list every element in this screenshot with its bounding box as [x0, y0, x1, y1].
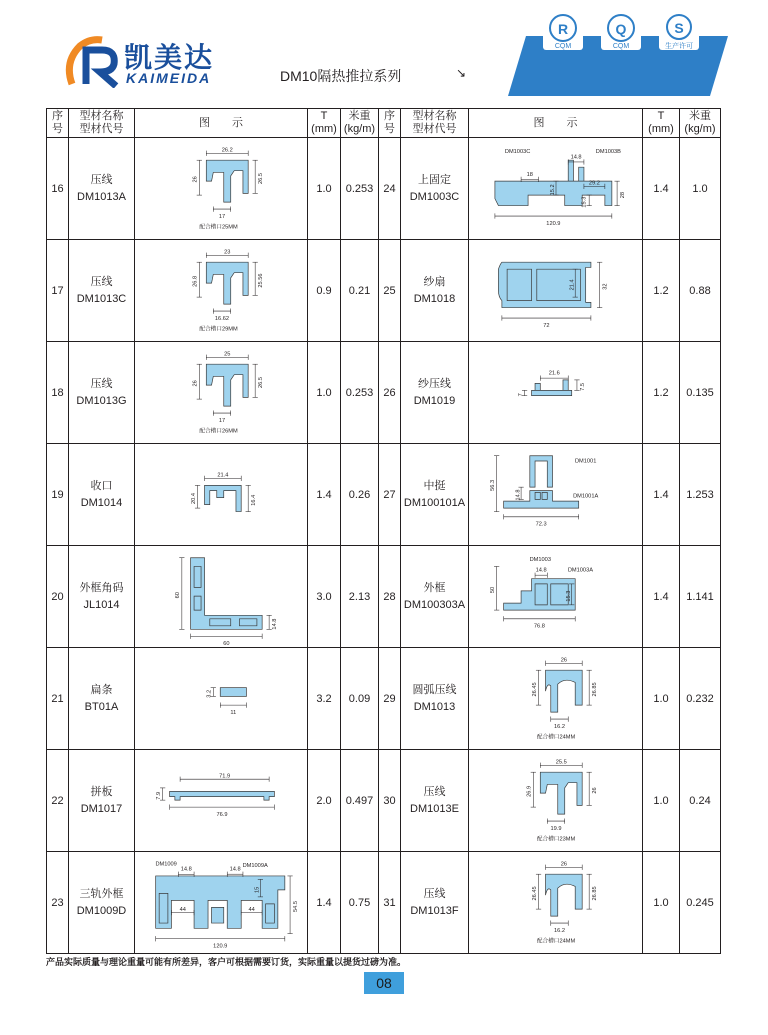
dimension-label: DM1009 — [155, 860, 177, 867]
table-row — [47, 444, 721, 546]
dimension-label: 60 — [175, 591, 182, 598]
row-number: 20 — [47, 546, 69, 648]
profile-code: DM1009D — [76, 904, 127, 917]
svg-text:S: S — [674, 20, 684, 36]
profile-name-cell — [69, 750, 135, 852]
thickness-value: 1.0 — [308, 342, 341, 444]
row-number: 23 — [47, 852, 69, 954]
dimension-label: 71.9 — [219, 772, 231, 779]
profile-cross-section-figure — [135, 651, 308, 747]
page-number: 08 — [364, 972, 404, 994]
dimension-label: 26 — [560, 860, 568, 867]
weight-value: 0.88 — [680, 240, 721, 342]
weight-value: 0.135 — [680, 342, 721, 444]
dimension-label: 14.8 — [229, 866, 241, 873]
thickness-value: 3.2 — [308, 648, 341, 750]
thickness-value: 1.4 — [643, 546, 680, 648]
thickness-value: 1.0 — [643, 750, 680, 852]
dimension-label: 72 — [543, 322, 550, 329]
weight-value: 0.24 — [680, 750, 721, 852]
dimension-label: 14.8 — [272, 618, 279, 630]
figure-caption: 配合槽口24MM — [536, 937, 576, 944]
profile-cross-section-figure — [135, 447, 308, 543]
weight-value: 1.253 — [680, 444, 721, 546]
profile-name: 外框 — [423, 581, 446, 594]
profile-cross-section-figure — [135, 855, 308, 951]
thickness-value: 1.0 — [643, 648, 680, 750]
dimension-label: 14.8 — [515, 488, 522, 501]
profile-name: 压线 — [90, 173, 113, 186]
footer-note: 产品实际质量与理论重量可能有所差异，客户可根据需要订货，实际重量以提货过磅为准。 — [46, 957, 407, 967]
thickness-value: 1.0 — [643, 852, 680, 954]
dimension-label: 14.8 — [180, 866, 192, 873]
profile-figure-cell — [469, 546, 643, 648]
dimension-label: 120.9 — [213, 943, 228, 950]
table-header-row — [47, 109, 721, 138]
weight-value: 0.21 — [341, 240, 379, 342]
dimension-label: 16.2 — [553, 723, 565, 730]
col-header-weight: 米重 (kg/m) — [341, 109, 379, 138]
profile-code: DM100303A — [403, 598, 466, 611]
profile-figure-cell — [135, 750, 308, 852]
profile-name: 纱压线 — [418, 377, 451, 390]
profile-section-shape — [540, 772, 582, 814]
profile-cross-section-figure — [469, 549, 643, 645]
profile-section-shape — [206, 160, 248, 202]
dimension-label: 26.9 — [526, 785, 533, 797]
dimension-label: 3.2 — [206, 689, 213, 698]
weight-value: 0.245 — [680, 852, 721, 954]
dimension-label: 54.5 — [293, 900, 300, 912]
weight-value: 0.75 — [341, 852, 379, 954]
profile-code: DM1003C — [409, 190, 460, 203]
profile-name-cell — [401, 444, 469, 546]
thickness-value: 1.4 — [643, 444, 680, 546]
weight-value: 0.26 — [341, 444, 379, 546]
profile-name-cell — [69, 138, 135, 240]
table-row — [47, 546, 721, 648]
col-header-figure: 图 示 — [135, 109, 308, 138]
dimension-label: 23 — [224, 248, 231, 255]
row-number: 17 — [47, 240, 69, 342]
profile-section-shape — [156, 875, 285, 927]
profile-section-shape — [546, 670, 583, 712]
profile-code: DM1013E — [410, 802, 459, 815]
col-header-seq: 序号 — [47, 109, 69, 138]
profile-name: 收口 — [90, 479, 113, 492]
thickness-value: 1.2 — [643, 240, 680, 342]
row-number: 21 — [47, 648, 69, 750]
profile-cross-section-figure — [469, 753, 643, 849]
figure-caption: 配合槽口26MM — [199, 427, 238, 434]
dimension-label: 76.9 — [216, 811, 228, 818]
thickness-value: 1.4 — [643, 138, 680, 240]
profile-figure-cell — [135, 342, 308, 444]
thickness-value: 3.0 — [308, 546, 341, 648]
profile-cross-section-figure — [135, 345, 308, 441]
arrow-down-right-icon: ↘ — [456, 66, 467, 80]
profile-cross-section-figure — [469, 855, 643, 951]
profile-name-cell — [401, 342, 469, 444]
dimension-label: 11 — [230, 709, 237, 716]
dimension-label: 16.2 — [553, 927, 565, 934]
dimension-label: 60 — [223, 640, 230, 645]
dimension-label: 20.4 — [190, 492, 197, 504]
profile-name-cell — [401, 852, 469, 954]
col-header-thickness: T (mm) — [643, 109, 680, 138]
thickness-value: 1.2 — [643, 342, 680, 444]
col-header-name: 型材名称 型材代号 — [69, 109, 135, 138]
dimension-label: 15.3 — [565, 590, 572, 602]
profile-section-shape — [206, 364, 248, 406]
weight-value: 0.497 — [341, 750, 379, 852]
profile-name: 纱扇 — [423, 275, 446, 288]
profile-section-shape — [504, 578, 576, 609]
profile-figure-cell — [469, 444, 643, 546]
profile-cross-section-figure — [469, 447, 643, 543]
row-number: 24 — [379, 138, 401, 240]
thickness-value: 0.9 — [308, 240, 341, 342]
profile-figure-cell — [469, 852, 643, 954]
production-license-cert-icon — [656, 7, 702, 53]
profile-name: 压线 — [423, 785, 446, 798]
profile-figure-cell — [135, 852, 308, 954]
profile-code: DM1019 — [413, 394, 456, 407]
dimension-label: 120.9 — [546, 220, 561, 227]
dimension-label: 21.6 — [548, 370, 560, 377]
dimension-label: 16.4 — [251, 494, 258, 506]
dimension-label: 26 — [592, 786, 599, 794]
dimension-label: 44 — [179, 906, 186, 913]
table-row — [47, 240, 721, 342]
profile-figure-cell — [469, 750, 643, 852]
row-number: 16 — [47, 138, 69, 240]
dimension-label: 7.9 — [156, 791, 163, 800]
dimension-label: 14.8 — [535, 567, 547, 574]
col-header-figure: 图 示 — [469, 109, 643, 138]
profile-cross-section-figure — [469, 243, 643, 339]
profile-figure-cell — [135, 648, 308, 750]
dimension-label: 15 — [254, 886, 261, 893]
figure-caption: 配合槽口23MM — [536, 835, 576, 842]
dimension-label: 7 — [517, 392, 524, 396]
cert-label: CQM — [612, 43, 630, 50]
profile-name: 上固定 — [418, 173, 451, 186]
dimension-label: DM1001 — [574, 458, 597, 465]
row-number: 27 — [379, 444, 401, 546]
dimension-label: 16.62 — [214, 315, 230, 322]
profile-name-cell — [69, 240, 135, 342]
profile-code: DM1013 — [413, 700, 456, 713]
col-header-name: 型材名称 型材代号 — [401, 109, 469, 138]
row-number: 25 — [379, 240, 401, 342]
profile-name-cell — [401, 750, 469, 852]
brand-name-en: KAIMEIDA — [126, 70, 212, 86]
table-row — [47, 138, 721, 240]
row-number: 18 — [47, 342, 69, 444]
row-number: 31 — [379, 852, 401, 954]
profile-name-cell — [401, 648, 469, 750]
table-row — [47, 648, 721, 750]
cert-label: 生产许可 — [665, 43, 693, 50]
dimension-label: DM1003 — [529, 556, 551, 563]
r-cqm-cert-icon — [540, 7, 586, 53]
dimension-label: 26 — [560, 656, 568, 663]
profile-name-cell — [69, 342, 135, 444]
dimension-label: 44 — [248, 906, 255, 913]
profile-name: 拼板 — [90, 785, 113, 798]
dimension-label: 28 — [620, 191, 627, 198]
weight-value: 0.09 — [341, 648, 379, 750]
profile-cross-section-figure — [469, 345, 643, 441]
profile-name-cell — [401, 138, 469, 240]
row-number: 30 — [379, 750, 401, 852]
dimension-label: 26.2 — [221, 146, 233, 153]
svg-text:Q: Q — [615, 21, 627, 37]
profile-code: DM1013C — [76, 292, 127, 305]
dimension-label: 32 — [602, 282, 609, 290]
row-number: 22 — [47, 750, 69, 852]
dimension-label: 26.85 — [592, 681, 599, 696]
weight-value: 1.141 — [680, 546, 721, 648]
dimension-label: DM1001A — [573, 493, 599, 500]
dimension-label: DM1009A — [242, 862, 268, 869]
dimension-label: 26.8 — [192, 275, 199, 287]
profile-section-shape — [546, 874, 583, 916]
row-number: 19 — [47, 444, 69, 546]
profile-cross-section-figure — [135, 753, 308, 849]
profile-cross-section-figure — [135, 549, 308, 645]
dimension-label: 72.3 — [535, 521, 547, 528]
dimension-label: 21.4 — [569, 278, 576, 290]
dimension-label: 26.45 — [531, 681, 538, 696]
profile-name: 压线 — [423, 887, 446, 900]
profile-cross-section-figure — [135, 243, 308, 339]
profile-figure-cell — [135, 546, 308, 648]
weight-value: 0.253 — [341, 342, 379, 444]
profile-figure-cell — [469, 138, 643, 240]
profile-name-cell — [69, 444, 135, 546]
dimension-label: 25.5 — [555, 758, 567, 765]
profile-name-cell — [401, 546, 469, 648]
profile-name-cell — [401, 240, 469, 342]
profile-code: DM1014 — [80, 496, 123, 509]
page-header — [0, 0, 768, 100]
dimension-label: 25 — [224, 350, 231, 357]
profile-code: DM1013F — [410, 904, 459, 917]
profile-name-cell — [69, 546, 135, 648]
profile-name-cell — [69, 852, 135, 954]
profile-code: DM1017 — [80, 802, 123, 815]
row-number: 26 — [379, 342, 401, 444]
figure-caption: 配合槽口29MM — [199, 325, 238, 332]
dimension-label: 26 — [192, 175, 199, 183]
table-row — [47, 750, 721, 852]
profile-name: 中挺 — [423, 479, 446, 492]
dimension-label: 15.2 — [550, 183, 557, 195]
dimension-label: 7.5 — [579, 382, 586, 391]
svg-text:R: R — [557, 21, 569, 37]
profile-code: JL1014 — [83, 598, 120, 611]
dimension-label: 21.4 — [217, 472, 229, 479]
dimension-label: DM1003B — [595, 148, 621, 155]
profile-section-shape — [170, 791, 275, 800]
profile-name-cell — [69, 648, 135, 750]
profile-cross-section-figure — [469, 141, 643, 237]
dimension-label: 18 — [526, 171, 533, 178]
profile-name: 三轨外框 — [79, 887, 124, 900]
profile-name: 压线 — [90, 377, 113, 390]
profile-figure-cell — [469, 240, 643, 342]
profile-name: 圆弧压线 — [412, 683, 457, 696]
table-row — [47, 342, 721, 444]
thickness-value: 2.0 — [308, 750, 341, 852]
dimension-label: DM1003A — [567, 567, 594, 574]
dimension-label: 17 — [218, 417, 226, 424]
profile-section-shape — [206, 262, 248, 304]
profile-code: DM1013G — [76, 394, 127, 407]
col-header-thickness: T (mm) — [308, 109, 341, 138]
col-header-seq: 序号 — [379, 109, 401, 138]
weight-value: 0.232 — [680, 648, 721, 750]
dimension-label: 15.3 — [581, 196, 588, 208]
profile-code: DM1013A — [77, 190, 126, 203]
profile-figure-cell — [469, 648, 643, 750]
profile-section-shape — [191, 557, 263, 629]
profile-name: 扁条 — [90, 683, 113, 696]
profile-figure-cell — [135, 444, 308, 546]
dimension-label: 26.5 — [258, 172, 265, 184]
col-header-weight: 米重 (kg/m) — [680, 109, 721, 138]
dimension-label: 26 — [192, 379, 199, 387]
profile-code: BT01A — [84, 700, 119, 713]
thickness-value: 1.4 — [308, 444, 341, 546]
flat-bar-shape — [220, 687, 246, 696]
dimension-label: 56.3 — [490, 479, 497, 491]
dimension-label: 26.85 — [592, 885, 599, 900]
figure-caption: 配合槽口25MM — [199, 223, 238, 230]
profile-cross-section-figure — [135, 141, 308, 237]
profile-code: DM1018 — [413, 292, 456, 305]
dimension-label: DM1003C — [504, 148, 531, 155]
dimension-label: 17 — [218, 213, 226, 220]
profile-figure-cell — [135, 138, 308, 240]
dimension-label: 76.8 — [533, 623, 545, 630]
weight-value: 1.0 — [680, 138, 721, 240]
dimension-label: 50 — [490, 586, 497, 593]
dimension-label: 25.56 — [258, 272, 265, 288]
profile-name: 压线 — [90, 275, 113, 288]
dimension-label: 29.2 — [588, 180, 600, 187]
dimension-label: 26.45 — [531, 885, 538, 900]
cert-label: CQM — [554, 43, 572, 50]
thickness-value: 1.0 — [308, 138, 341, 240]
profile-section-shape — [205, 485, 242, 511]
row-number: 29 — [379, 648, 401, 750]
weight-value: 0.253 — [341, 138, 379, 240]
dimension-label: 19.9 — [550, 825, 562, 832]
profile-figure-cell — [469, 342, 643, 444]
brand-name-cn: 凯美达 — [124, 42, 215, 73]
dimension-label: 26.5 — [258, 376, 265, 388]
profile-figure-cell — [135, 240, 308, 342]
dimension-label: 14.8 — [570, 153, 582, 160]
table-row — [47, 852, 721, 954]
profile-spec-table — [46, 108, 721, 954]
weight-value: 2.13 — [341, 546, 379, 648]
figure-caption: 配合槽口24MM — [536, 733, 576, 740]
series-title: DM10隔热推拉系列 — [280, 68, 402, 84]
profile-section-shape — [532, 379, 572, 395]
profile-code: DM100101A — [403, 496, 466, 509]
q-cqm-cert-icon — [598, 7, 644, 53]
row-number: 28 — [379, 546, 401, 648]
profile-cross-section-figure — [469, 651, 643, 747]
profile-name: 外框角码 — [79, 581, 124, 594]
thickness-value: 1.4 — [308, 852, 341, 954]
